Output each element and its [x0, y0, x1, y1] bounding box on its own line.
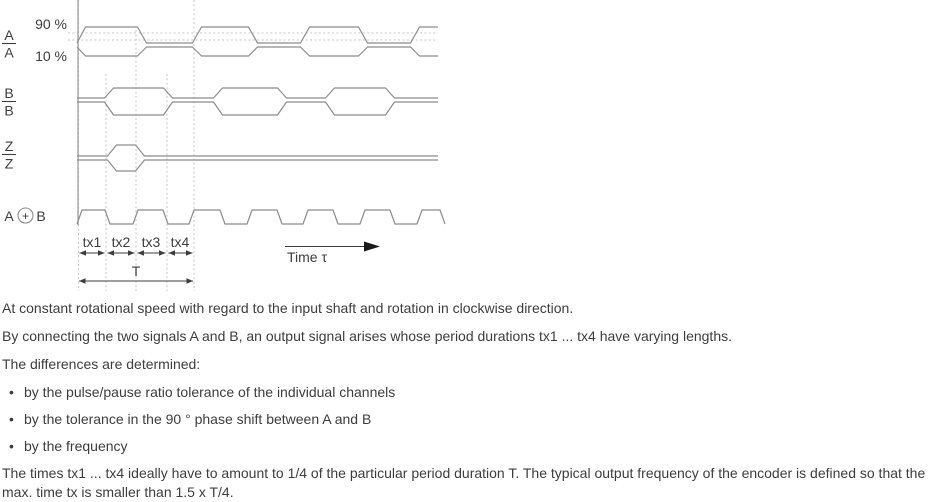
paragraph-times-tx: The times tx1 ... tx4 ideally have to amount to 1/4 of the particular period duration T. The typical output frequency of the encoder is defined so that the max. time tx is smaller than 1.5 x T/4.: [2, 465, 926, 500]
paragraph-constant-speed: At constant rotational speed with regard to the input shaft and rotation in clockwise direction.: [2, 300, 574, 316]
label-tx3: tx3: [141, 234, 161, 250]
differences-list: [2, 383, 938, 456]
label-channel-a-inverted: A: [4, 44, 14, 61]
arrowhead-icon: [108, 250, 115, 256]
arrowhead-icon: [187, 278, 194, 284]
label-tx4: tx4: [170, 234, 190, 250]
arrowhead-icon: [128, 250, 135, 256]
paragraph-connecting-signals: By connecting the two signals A and B, an output signal arises whose period durations tx1 ... tx4 have varying lengths.: [2, 328, 732, 344]
bullet-icon: •: [9, 411, 14, 427]
xor-plus-icon: +: [21, 209, 30, 223]
signal-b-trace: [77, 102, 438, 115]
label-channel-a: A: [4, 27, 14, 43]
list-item: [2, 410, 938, 429]
bullet-icon: •: [9, 438, 14, 454]
timing-diagram: [0, 0, 470, 292]
label-xor-b: B: [36, 208, 46, 224]
arrowhead-icon: [79, 278, 86, 284]
list-item: [2, 437, 938, 456]
timing-diagram-figure: [0, 0, 470, 292]
signal-a-trace: [77, 27, 438, 43]
arrowhead-icon: [159, 250, 166, 256]
time-arrowhead-icon: [364, 242, 380, 252]
label-tx1: tx1: [82, 234, 102, 250]
signal-z-trace: [77, 160, 438, 171]
label-90-percent: 90 %: [35, 16, 67, 32]
signal-z-trace: [77, 145, 438, 156]
arrowhead-icon: [80, 250, 87, 256]
arrowhead-icon: [138, 250, 145, 256]
arrowhead-icon: [169, 250, 176, 256]
label-period-t: T: [131, 263, 141, 279]
label-channel-z-inverted: Z: [4, 155, 14, 172]
signal-b-trace: [77, 88, 438, 98]
xor-trace: [77, 210, 445, 224]
arrowhead-icon: [186, 250, 193, 256]
label-channel-b: B: [4, 85, 14, 101]
label-channel-z: Z: [4, 138, 14, 154]
arrowhead-icon: [98, 250, 105, 256]
list-item: [2, 383, 938, 402]
bullet-icon: •: [9, 384, 14, 400]
list-item-label: by the tolerance in the 90 ° phase shift between A and B: [24, 411, 372, 427]
label-channel-b-inverted: B: [4, 102, 14, 119]
label-tx2: tx2: [111, 234, 131, 250]
list-item-label: by the pulse/pause ratio tolerance of the individual channels: [24, 384, 396, 400]
paragraph-differences: The differences are determined:: [2, 356, 201, 372]
description-text: [2, 299, 938, 502]
signal-a-trace: [77, 47, 438, 56]
label-xor-a: A: [4, 208, 14, 224]
list-item-label: by the frequency: [24, 438, 128, 454]
label-10-percent: 10 %: [35, 48, 67, 64]
label-time-axis: Time τ: [287, 249, 328, 265]
